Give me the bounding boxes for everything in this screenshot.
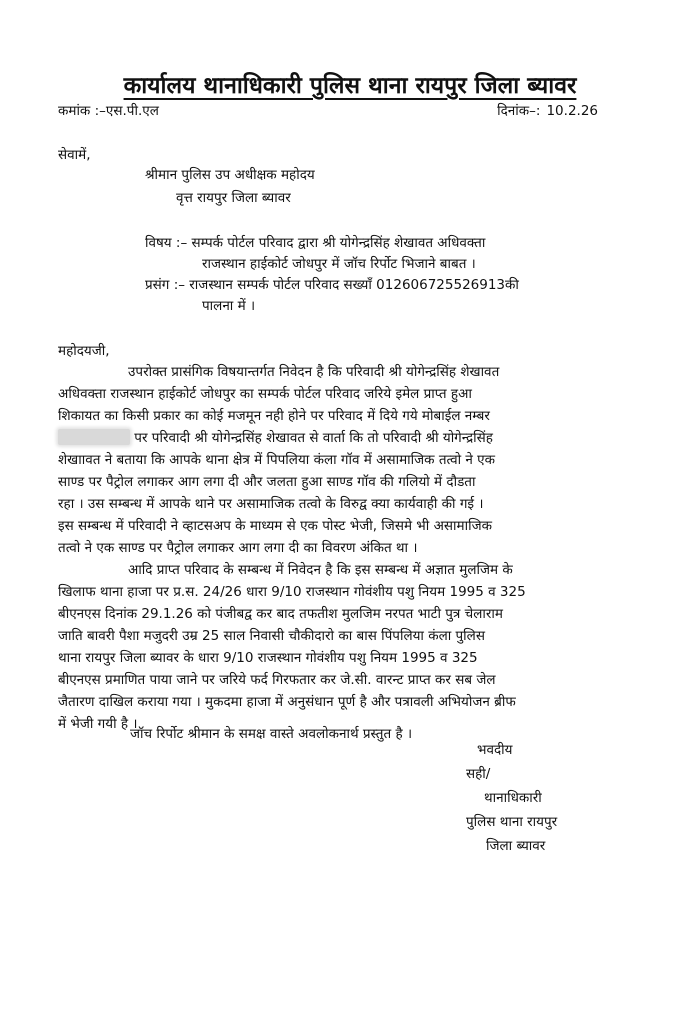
body-paragraph-1 <box>58 361 638 559</box>
office-title: कार्यालय थानाधिकारी पुलिस थाना रायपुर जिला ब्यावर <box>123 73 577 99</box>
paragraph-line: बीएनएस दिनांक 29.1.26 को पंजीबद्व कर बाद तफतीश मुलजिम नरपत भाटी पुत्र चेलाराम <box>58 606 503 622</box>
paragraph-line: तत्वो ने एक साण्ड पर पैट्रोल लगाकर आग लगा दी का विवरण अंकित था । <box>58 540 418 556</box>
body-paragraph-2 <box>58 559 638 735</box>
reference-line-1: प्रसंग :– राजस्थान सम्पर्क पोर्टल परिवाद सख्याँ 012606725526913की <box>145 277 519 293</box>
paragraph-line: इस सम्बन्ध में परिवादी ने व्हाटसअप के माध्यम से एक पोस्ट भेजी, जिसमे भी असामाजिक <box>58 518 492 534</box>
recipient-line-2: वृत्त रायपुर जिला ब्यावर <box>176 190 291 206</box>
greeting: महोदयजी, <box>58 343 110 359</box>
paragraph-line: साण्ड पर पैट्रोल लगाकर आग लगा दी और जलता हुआ साण्ड गॉव की गलियो में दौडता <box>58 474 476 490</box>
paragraph-line: खिलाफ थाना हाजा पर प्र.स. 24/26 धारा 9/10 राजस्थान गोवंशीय पशु नियम 1995 व 325 <box>58 584 526 600</box>
recipient-line-1: श्रीमान पुलिस उप अधीक्षक महोदय <box>145 167 315 183</box>
paragraph-line: थाना रायपुर जिला ब्यावर के धारा 9/10 राजस्थान गोवंशीय पशु नियम 1995 व 325 <box>58 650 478 666</box>
subject-line-2: राजस्थान हाईकोर्ट जोधपुर में जॉच रिर्पोट भिजाने बाबत । <box>202 256 476 272</box>
paragraph-line-text: पर परिवादी श्री योगेन्द्रसिंह शेखावत से वार्ता कि तो परिवादी श्री योगेन्द्रसिंह <box>134 430 493 446</box>
date-value: 10.2.26 <box>546 103 598 119</box>
paragraph-line: में भेजी गयी है । <box>58 716 138 732</box>
signature-line-2: सही/ <box>466 766 491 782</box>
signature-designation: थानाधिकारी <box>484 790 542 806</box>
paragraph-line: अधिवक्ता राजस्थान हाईकोर्ट जोधपुर का सम्पर्क पोर्टल परिवाद जरिये इमेल प्राप्त हुआ <box>58 386 472 402</box>
closing-line: जॉच रिर्पोट श्रीमान के समक्ष वास्ते अवलोकनार्थ प्रस्तुत है । <box>130 726 413 742</box>
signature-office: पुलिस थाना रायपुर <box>466 814 558 830</box>
paragraph-line: बीएनएस प्रमाणित पाया जाने पर जरिये फर्द गिरफतार कर जे.सी. वारन्ट प्राप्त कर सब जेल <box>58 672 496 688</box>
paragraph-line: आदि प्राप्त परिवाद के सम्बन्ध में निवेदन है कि इस सम्बन्ध में अज्ञात मुलजिम के <box>128 562 513 578</box>
paragraph-line: रहा । उस सम्बन्ध में आपके थाने पर असामाजिक तत्वो के विरुद्व क्या कार्यवाही की गई । <box>58 496 484 512</box>
paragraph-line: जाति बावरी पैशा मजुदरी उम्र 25 साल निवासी चौकीदारो का बास पिंपलिया कंला पुलिस <box>58 628 485 644</box>
letter-date <box>497 102 598 120</box>
signature-district: जिला ब्यावर <box>486 838 546 854</box>
signature-line-1: भवदीय <box>477 742 513 758</box>
salutation: सेवामें, <box>58 147 91 163</box>
subject-line-1: विषय :– सम्पर्क पोर्टल परिवाद द्वारा श्री योगेन्द्रसिंह शेखावत अधिवक्ता <box>145 235 486 251</box>
redacted-phone-number <box>58 429 130 445</box>
paragraph-line: उपरोक्त प्रासंगिक विषयान्तर्गत निवेदन है कि परिवादी श्री योगेन्द्रसिंह शेखावत <box>128 364 500 380</box>
paragraph-line: शिकायत का किसी प्रकार का कोई मजमून नही होने पर परिवाद में दिये गये मोबाईल नम्बर <box>58 408 490 424</box>
reference-line-2: पालना में । <box>202 298 256 314</box>
reference-number: कमांक :–एस.पी.एल <box>58 103 159 119</box>
date-label: दिनांक–: <box>497 103 541 119</box>
paragraph-line: शेखाावत ने बताया कि आपके थाना क्षेत्र में पिपलिया कंला गॉव में असामाजिक तत्वो ने एक <box>58 452 496 468</box>
paragraph-line <box>58 427 638 449</box>
paragraph-line: जैतारण दाखिल कराया गया । मुकदमा हाजा में अनुसंधान पूर्ण है और पत्रावली अभियोजन ब्रीफ <box>58 694 516 710</box>
